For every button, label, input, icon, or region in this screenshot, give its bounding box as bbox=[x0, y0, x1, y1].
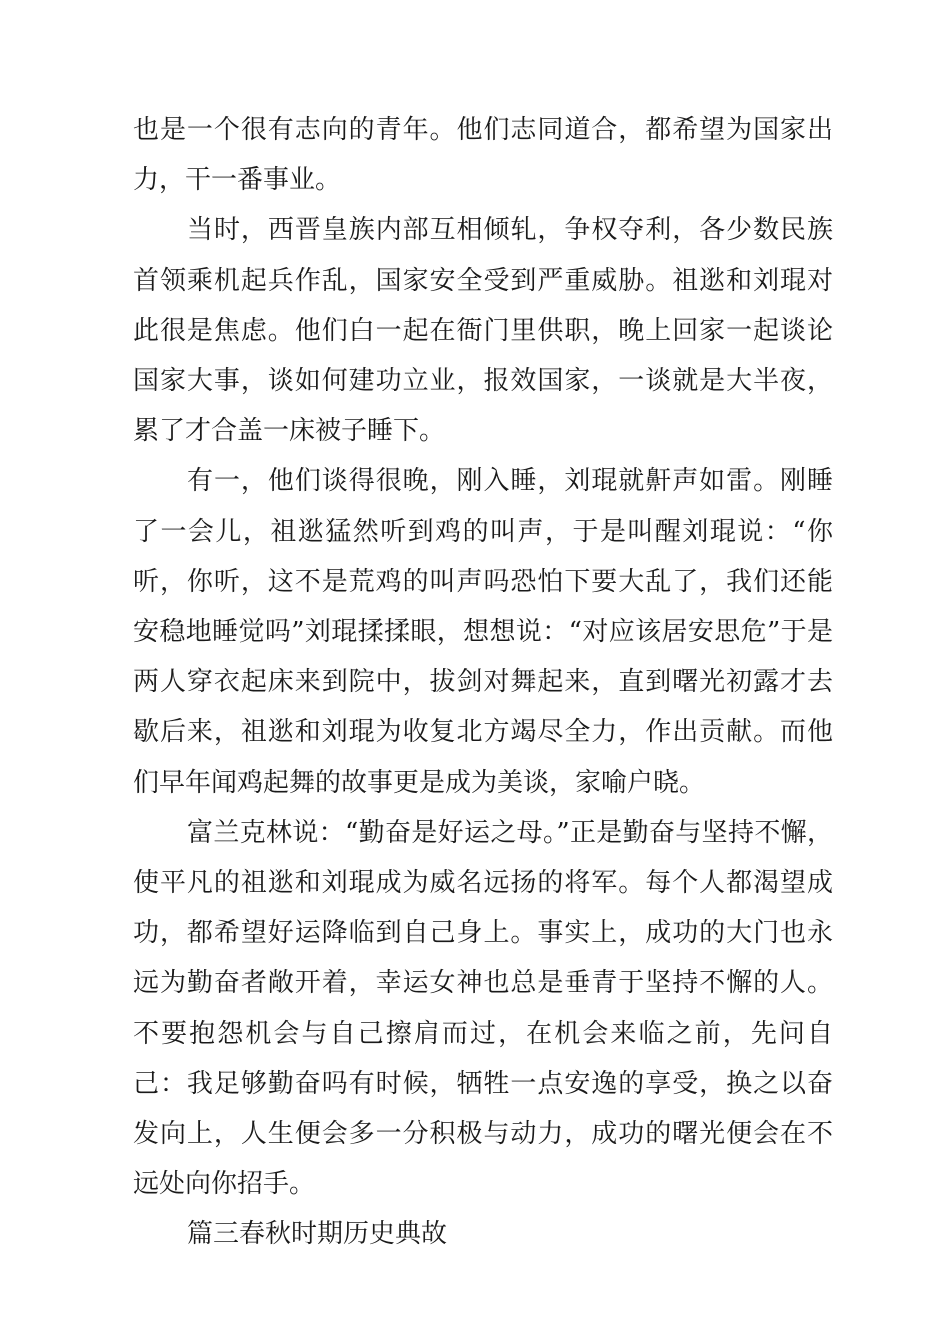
paragraph-franklin-quote: 富兰克林说：“勤奋是好运之母。”正是勤奋与坚持不懈，使平凡的祖逖和刘琨成为威名远扬的将军。每个人都渴望成功，都希望好运降临到自己身上。事实上，成功的大门也永远为勤奋者敞开着，幸运女神也总是垂青于坚持不懈的人。不要抱怨机会与自己擦肩而过，在机会来临之前，先问自己：我足够勤奋吗有时候，牺牲一点安逸的享受，换之以奋发向上，人生便会多一分积极与动力，成功的曙光便会在不远处向你招手。 bbox=[133, 817, 833, 1200]
paragraph-continuation: 也是一个很有志向的青年。他们志同道合，都希望为国家出力，干一番事业。 bbox=[133, 115, 833, 196]
document-body bbox=[133, 105, 833, 1260]
paragraph-western-jin-turmoil: 当时，西晋皇族内部互相倾轧，争权夺利，各少数民族首领乘机起兵作乱，国家安全受到严重威胁。祖逖和刘琨对此很是焦虑。他们白一起在衙门里供职，晚上回家一起谈论国家大事，谈如何建功立业，报效国家，一谈就是大半夜，累了才合盖一床被子睡下。 bbox=[133, 215, 833, 447]
paragraph-rooster-dance: 有一，他们谈得很晚，刚入睡，刘琨就鼾声如雷。刚睡了一会儿，祖逖猛然听到鸡的叫声，于是叫醒刘琨说：“你听，你听，这不是荒鸡的叫声吗恐怕下要大乱了，我们还能安稳地睡觉吗”刘琨揉揉眼，想想说：“对应该居安思危”于是两人穿衣起床来到院中，拔剑对舞起来，直到曙光初露才去歇后来，祖逖和刘琨为收复北方竭尽全力，作出贡献。而他们早年闻鸡起舞的故事更是成为美谈，家喻户晓。 bbox=[133, 466, 833, 798]
section-heading: 篇三春秋时期历史典故 bbox=[187, 1219, 448, 1250]
